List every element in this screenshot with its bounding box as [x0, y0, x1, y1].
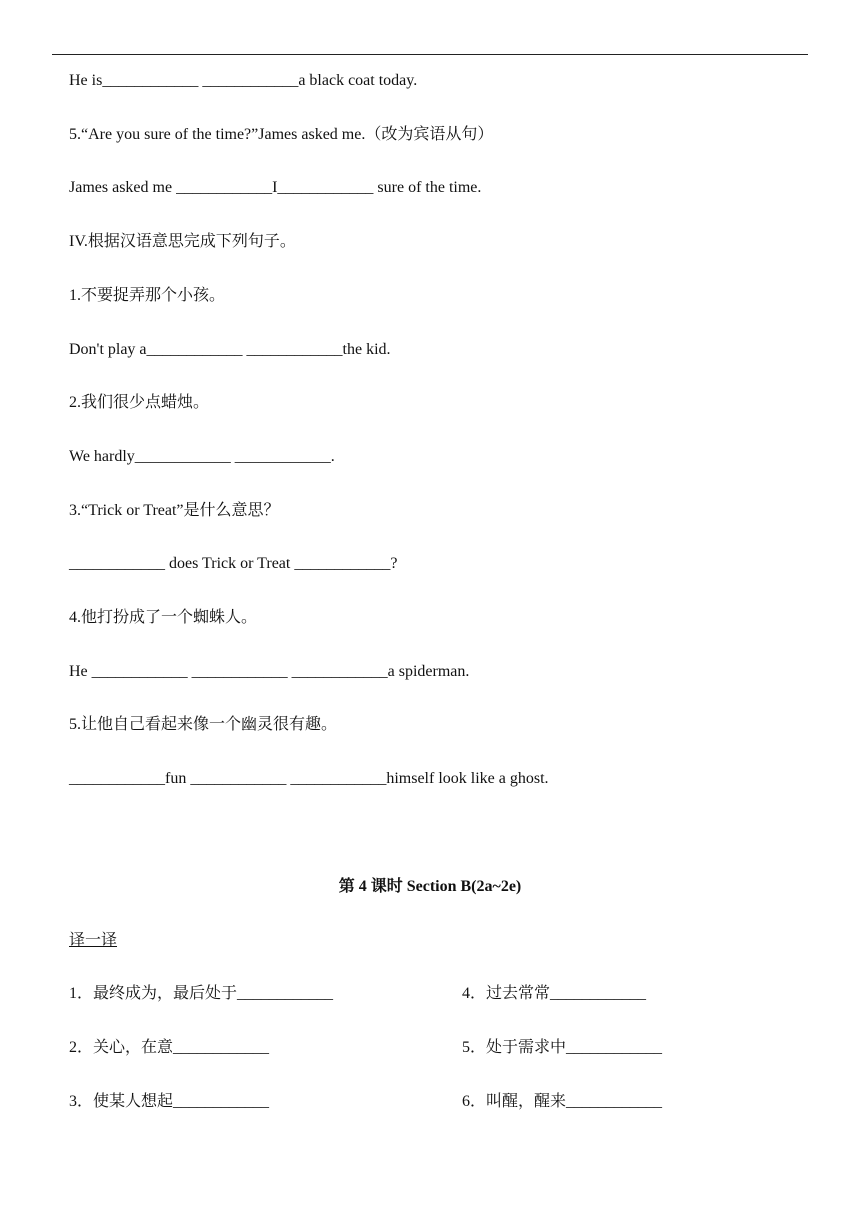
vocab-item-6: 6．叫醒，醒来____________ [462, 1093, 663, 1110]
vocab-item-3: 3．使某人想起____________ [69, 1093, 270, 1110]
vocab-item-2: 2．关心，在意____________ [69, 1039, 270, 1056]
translate-prompt-2: 2.我们很少点蜡烛。 [69, 394, 210, 411]
header-rule [52, 54, 808, 55]
vocab-item-5: 5．处于需求中____________ [462, 1039, 663, 1056]
translate-answer-2: We hardly____________ ____________. [69, 448, 335, 465]
section-iv-heading: IV.根据汉语意思完成下列句子。 [69, 233, 296, 250]
translate-answer-1: Don't play a____________ ____________the kid. [69, 341, 391, 358]
translate-answer-4: He ____________ ____________ ____________a spiderman. [69, 663, 470, 680]
translate-prompt-1: 1.不要捉弄那个小孩。 [69, 287, 226, 304]
translate-prompt-4: 4.他打扮成了一个蜘蛛人。 [69, 609, 258, 626]
sentence-line-1: He is____________ ____________a black coat today. [69, 72, 418, 89]
translate-prompt-3: 3.“Trick or Treat”是什么意思？ [69, 502, 280, 519]
question-5-rewrite: 5.“Are you sure of the time?”James asked me.（改为宾语从句） [69, 126, 494, 143]
answer-line-5: James asked me ____________I____________ sure of the time. [69, 179, 482, 196]
vocab-item-4: 4．过去常常____________ [462, 985, 647, 1002]
lesson-title: 第 4 课时 Section B(2a~2e) [338, 878, 522, 895]
translate-answer-3: ____________ does Trick or Treat ____________? [69, 555, 398, 572]
translate-answer-5: ____________fun ____________ ____________himself look like a ghost. [69, 770, 549, 787]
translate-prompt-5: 5.让他自己看起来像一个幽灵很有趣。 [69, 716, 338, 733]
vocab-item-1: 1．最终成为，最后处于____________ [69, 985, 334, 1002]
lesson-subheading: 译一译 [69, 932, 118, 949]
